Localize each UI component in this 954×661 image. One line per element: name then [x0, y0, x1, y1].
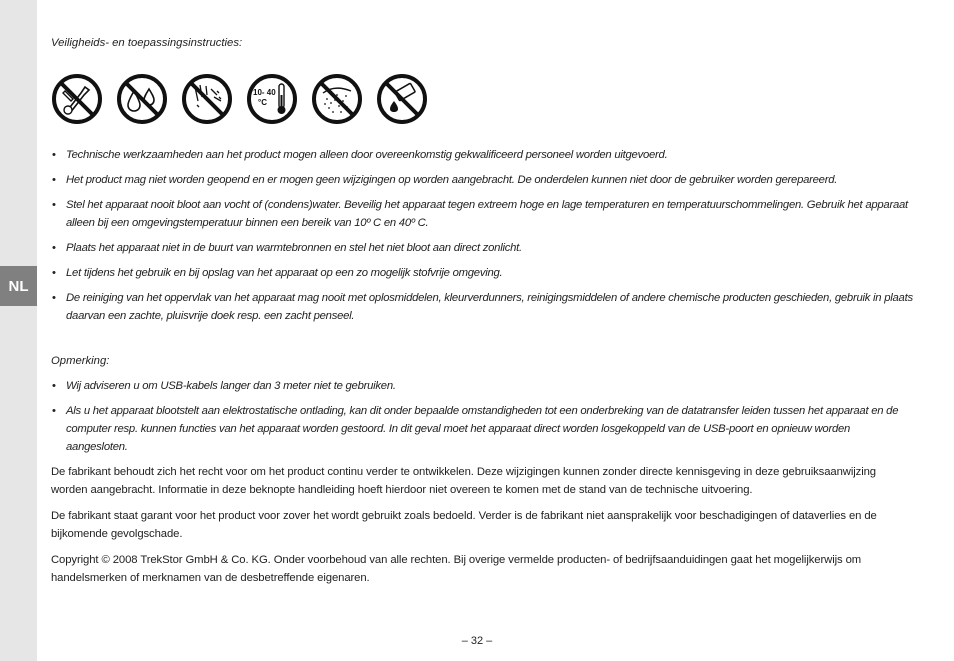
- no-dust-icon: [311, 73, 363, 125]
- thermometer-unit-label: °C: [258, 98, 267, 107]
- list-item: • Als u het apparaat blootstelt aan elektrostatische ontlading, kan dit onder bepaalde omstandigheden tot een onderbreking van de datatransfer leiden tussen het apparaat en de computer resp. kunnen functies van het apparaat worden gestoord. In dit geval moet het apparaat direct worden losgekoppeld van de USB-poort en opnieuw worden aangesloten.: [51, 402, 913, 456]
- thermometer-range-label: 10- 40: [253, 88, 276, 97]
- list-item: • Het product mag niet worden geopend en er mogen geen wijzigingen op worden aangebracht. De onderdelen kunnen niet door de gebruiker worden gerepareerd.: [51, 171, 913, 189]
- no-spray-icon: [181, 73, 233, 125]
- copyright-paragraph: Copyright © 2008 TrekStor GmbH & Co. KG. Onder voorbehoud van alle rechten. Bij overige vermelde producten- of bedrijfsaanduidingen gaat het mogelijkerwijs om handelsmerken of merknamen van de desbetreffende eigenaren.: [51, 554, 862, 584]
- side-strip: [0, 0, 37, 661]
- no-chemicals-icon: [376, 73, 428, 125]
- safety-list: [51, 146, 913, 325]
- list-item: • Plaats het apparaat niet in de buurt van warmtebronnen en stel het niet bloot aan direct zonlicht.: [51, 239, 913, 257]
- development-paragraph: De fabrikant behoudt zich het recht voor om het product continu verder te ontwikkelen. Deze wijzigingen kunnen zonder directe kennisgeving in deze gebruiksaanwijzing worden aangebracht. Informatie in deze beknopte handleiding hoeft hierdoor niet overeen te komen met de stand van de technische uitvoering.: [51, 466, 876, 496]
- warranty-paragraph: De fabrikant staat garant voor het product voor zover het wordt gebruikt zoals bedoeld. Verder is de fabrikant niet aansprakelijk voor beschadigingen of dataverlies en de bijkomende gevolgschade.: [51, 510, 877, 540]
- page-number: – 32 –: [461, 635, 493, 647]
- thermometer-icon: [246, 73, 298, 125]
- language-tab-label: NL: [8, 277, 29, 295]
- no-tools-icon: [51, 73, 103, 125]
- language-tab: [0, 266, 37, 306]
- list-item: • Let tijdens het gebruik en bij opslag van het apparaat op een zo mogelijk stofvrije omgeving.: [51, 264, 913, 282]
- remarks-heading: Opmerking:: [51, 355, 110, 367]
- safety-icons: [51, 73, 913, 125]
- no-water-drops-icon: [116, 73, 168, 125]
- page-content: [51, 34, 913, 595]
- list-item: • Wij adviseren u om USB-kabels langer dan 3 meter niet te gebruiken.: [51, 377, 913, 395]
- list-item: • Technische werkzaamheden aan het product mogen alleen door overeenkomstig gekwalificeerd personeel worden uitgevoerd.: [51, 146, 913, 164]
- remarks-list: [51, 377, 913, 456]
- list-item: • De reiniging van het oppervlak van het apparaat mag nooit met oplosmiddelen, kleurverdunners, reinigingsmiddelen of andere chemische producten geschieden, gebruik in plaats daarvan een zachte, pluisvrije doek resp. een zacht penseel.: [51, 289, 913, 325]
- safety-heading: Veiligheids- en toepassingsinstructies:: [51, 37, 243, 49]
- list-item: • Stel het apparaat nooit bloot aan vocht of (condens)water. Beveilig het apparaat tegen extreem hoge en lage temperaturen en temperatuurschommelingen. Gebruik het apparaat alleen bij een omgevingstemperatuur binnen een bereik van 10º C en 40º C.: [51, 196, 913, 232]
